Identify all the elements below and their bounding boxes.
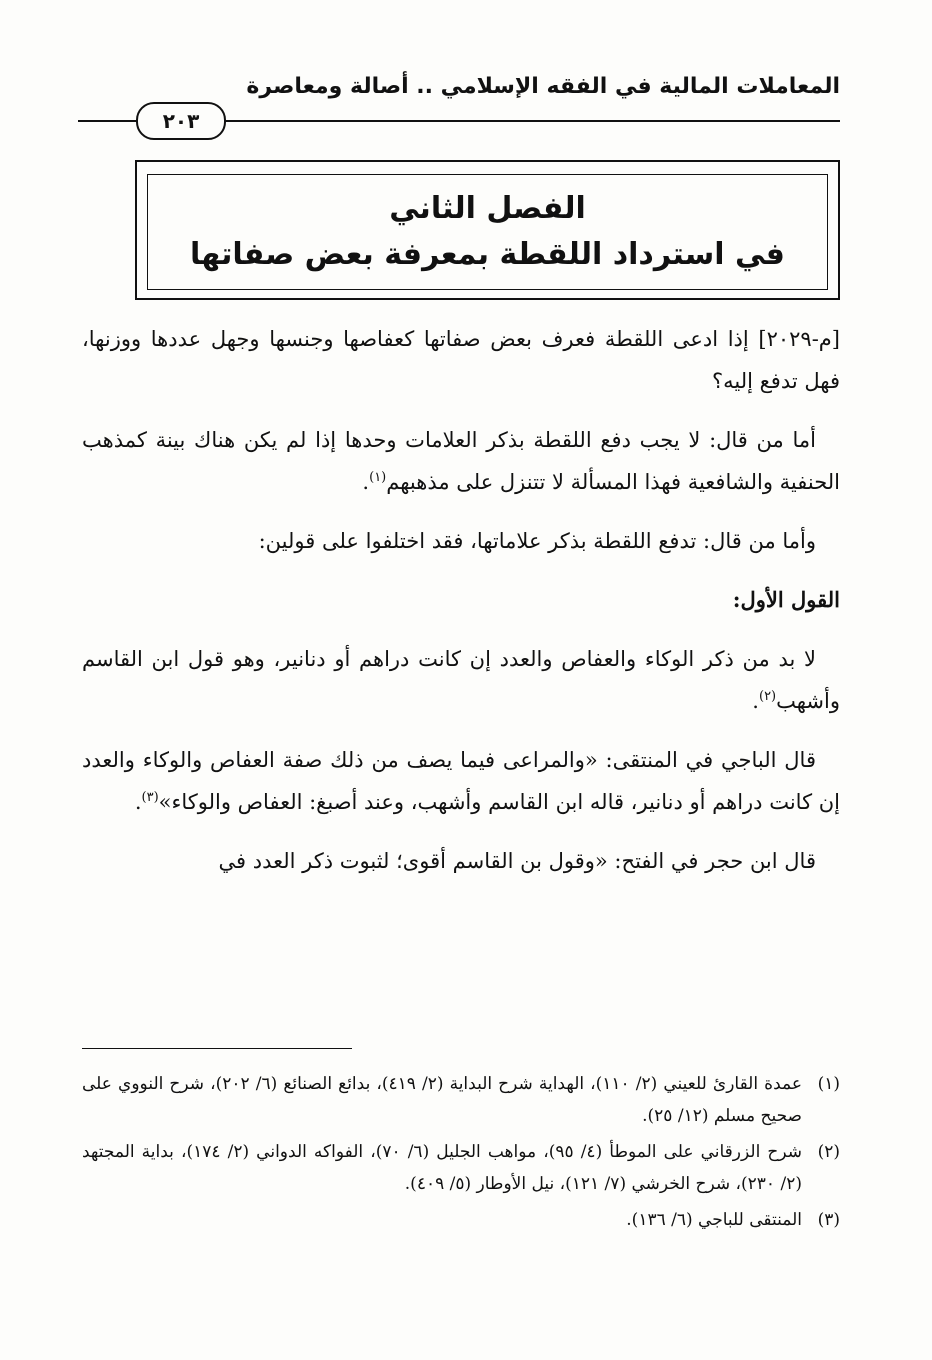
footnote-item <box>82 1204 840 1236</box>
paragraph-text: قال ابن حجر في الفتح: «وقول بن القاسم أقوى؛ لثبوت ذكر العدد في <box>218 849 816 873</box>
paragraph-text: قال الباجي في المنتقى: «والمراعى فيما يصف من ذلك صفة العفاص والوكاء والعدد إن كانت دراهم أو دنانير، قاله ابن القاسم وأشهب، وعند أصبغ: العفاص والوكاء» <box>82 748 840 814</box>
footnote-number: (٢) <box>817 1142 840 1162</box>
footnote-text: عمدة القارئ للعيني (٢/ ١١٠)، الهداية شرح البداية (٢/ ٤١٩)، بدائع الصنائع (٦/ ٢٠٢)، شرح النووي على صحيح مسلم (١٢/ ٢٥). <box>82 1074 802 1126</box>
page-number: ٢٠٣ <box>136 102 226 140</box>
paragraph-opinion: لا بد من ذكر الوكاء والعفاص والعدد إن كانت دراهم أو دنانير، وهو قول ابن القاسم وأشهب$^{(٢)}$. <box>82 647 840 713</box>
chapter-title: الفصل الثاني <box>389 191 586 226</box>
footnote-ref[interactable]: (٣) <box>141 790 159 805</box>
paragraph-second-view <box>82 520 840 562</box>
running-header: المعاملات المالية في الفقه الإسلامي .. أصالة ومعاصرة <box>246 74 840 99</box>
body-text <box>82 318 840 899</box>
footnote-ref[interactable]: (٢) <box>758 689 777 704</box>
paragraph-quote-ibn-hajar <box>82 840 840 882</box>
footnote-ref[interactable]: (١) <box>369 470 387 485</box>
chapter-title-box-inner <box>147 174 828 290</box>
paragraph-text: [م-٢٠٢٩] إذا ادعى اللقطة فعرف بعض صفاتها كعفاصها وجنسها وجهل عددها ووزنها، فهل تدفع إليه؟ <box>82 327 840 393</box>
paragraph-question <box>82 318 840 402</box>
footnote-number: (١) <box>817 1074 840 1094</box>
paragraph-text: أما من قال: لا يجب دفع اللقطة بذكر العلامات وحدها إذا لم يكن هناك بينة كمذهب الحنفية والشافعية فهذا المسألة لا تتنزل على مذهبهم <box>82 428 840 494</box>
footnote-number: (٣) <box>817 1210 840 1230</box>
chapter-subtitle: في استرداد اللقطة بمعرفة بعض صفاتها <box>190 237 785 272</box>
chapter-title-box <box>135 160 840 300</box>
paragraph-text: وأما من قال: تدفع اللقطة بذكر علاماتها، فقد اختلفوا على قولين: <box>258 529 816 553</box>
footnote-item <box>82 1068 840 1132</box>
section-heading: القول الأول: <box>732 587 840 612</box>
footnote-text: المنتقى للباجي (٦/ ١٣٦). <box>626 1210 802 1230</box>
footnote-item <box>82 1136 840 1200</box>
footnote-text: شرح الزرقاني على الموطأ (٤/ ٩٥)، مواهب الجليل (٦/ ٧٠)، الفواكه الدواني (٢/ ١٧٤)، بداية المجتهد (٢/ ٢٣٠)، شرح الخرشي (٧/ ١٢١)، نيل الأوطار (٥/ ٤٠٩). <box>82 1142 802 1194</box>
footnotes <box>82 1068 840 1240</box>
footnote-rule <box>82 1048 352 1049</box>
paragraph-text: لا بد من ذكر الوكاء والعفاص والعدد إن كانت دراهم أو دنانير، وهو قول ابن القاسم وأشهب <box>82 647 840 713</box>
paragraph-first-view: أما من قال: لا يجب دفع اللقطة بذكر العلامات وحدها إذا لم يكن هناك بينة كمذهب الحنفية والشافعية فهذا المسألة لا تتنزل على مذهبهم$^{(١)}$. <box>82 428 840 494</box>
paragraph-quote-baji: قال الباجي في المنتقى: «والمراعى فيما يصف من ذلك صفة العفاص والوكاء والعدد إن كانت دراهم أو دنانير، قاله ابن القاسم وأشهب، وعند أصبغ: العفاص والوكاء»$^{(٣)}$. <box>82 748 840 814</box>
